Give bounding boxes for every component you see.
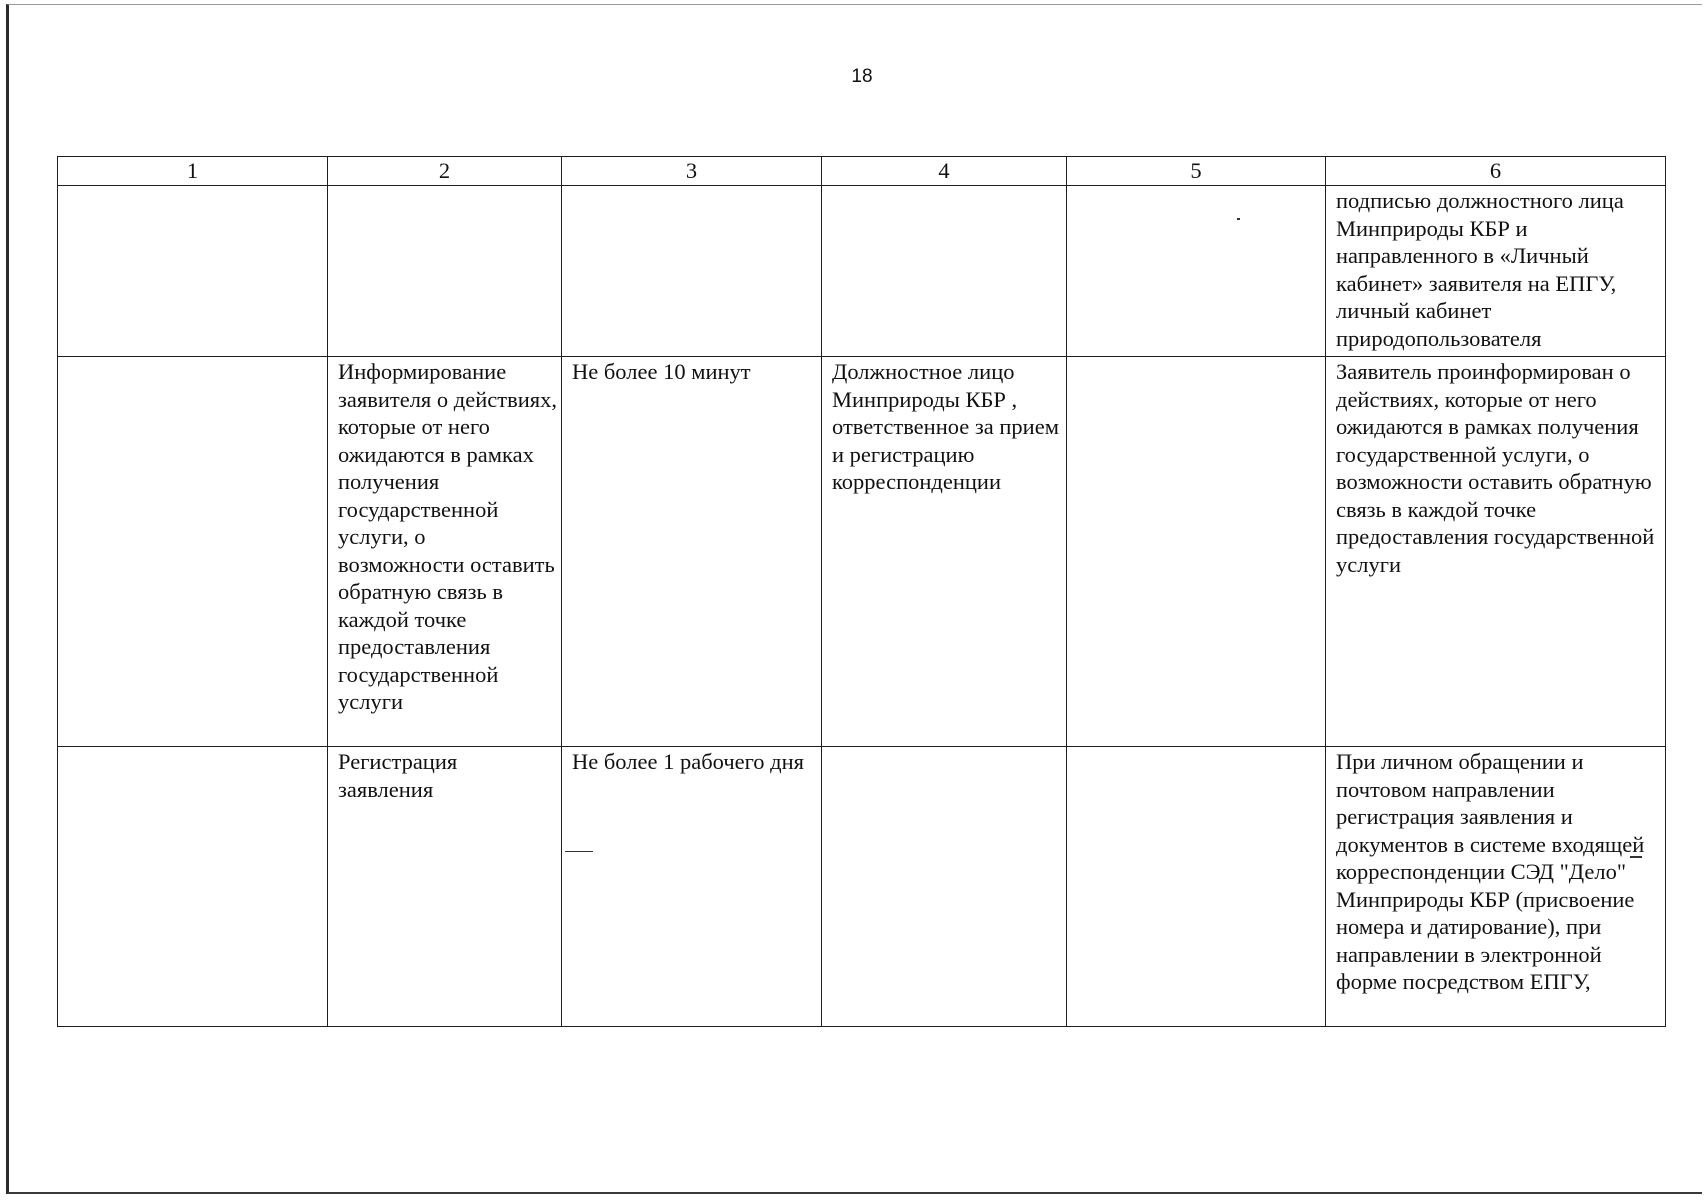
column-number-6: 6 [1326,157,1666,186]
table-cell [58,747,328,1027]
procedure-table [57,156,1666,1027]
table-cell [328,186,562,357]
column-number-4: 4 [822,157,1067,186]
scan-artifact [565,851,593,852]
column-number-3: 3 [562,157,822,186]
table-row [58,186,1666,357]
page-number: 18 [851,66,873,87]
column-number-2: 2 [328,157,562,186]
column-number-5: 5 [1067,157,1326,186]
result-cell: Заявитель проинформирован о действиях, которые от него ожидаются в рамках получения государственной услуги, о возможности оставить обратную связь в каждой точке предоставления государственной услуги [1326,357,1666,747]
table-cell [1067,747,1326,1027]
scan-artifact [1237,218,1240,220]
result-cell: подписью должностного лица Минприроды КБР и направленного в «Личный кабинет» заявителя на ЕПГУ, личный кабинет природопользователя [1326,186,1666,357]
table-row [58,357,1666,747]
responsible-cell [822,747,1067,1027]
table-cell [1067,357,1326,747]
action-cell: Регистрация заявления [328,747,562,1027]
table-row [58,747,1666,1027]
table-cell [1067,186,1326,357]
scan-artifact [1630,856,1642,858]
column-number-1: 1 [58,157,328,186]
table-cell [58,186,328,357]
duration-cell: Не более 1 рабочего дня [562,747,822,1027]
table-cell [562,186,822,357]
result-cell: При личном обращении и почтовом направлении регистрация заявления и документов в системе входящей корреспонденции СЭД "Дело" Минприроды КБР (присвоение номера и датирование), при направлении в электронной форме посредством ЕПГУ, [1326,747,1666,1027]
table-cell [822,186,1067,357]
table-cell [58,357,328,747]
action-cell: Информирование заявителя о действиях, которые от него ожидаются в рамках получения государственной услуги, о возможности оставить обратную связь в каждой точке предоставления государственной услуги [328,357,562,747]
duration-cell: Не более 10 минут [562,357,822,747]
responsible-cell: Должностное лицо Минприроды КБР , ответственное за прием и регистрацию корреспонденции [822,357,1067,747]
table-header-row [58,157,1666,186]
